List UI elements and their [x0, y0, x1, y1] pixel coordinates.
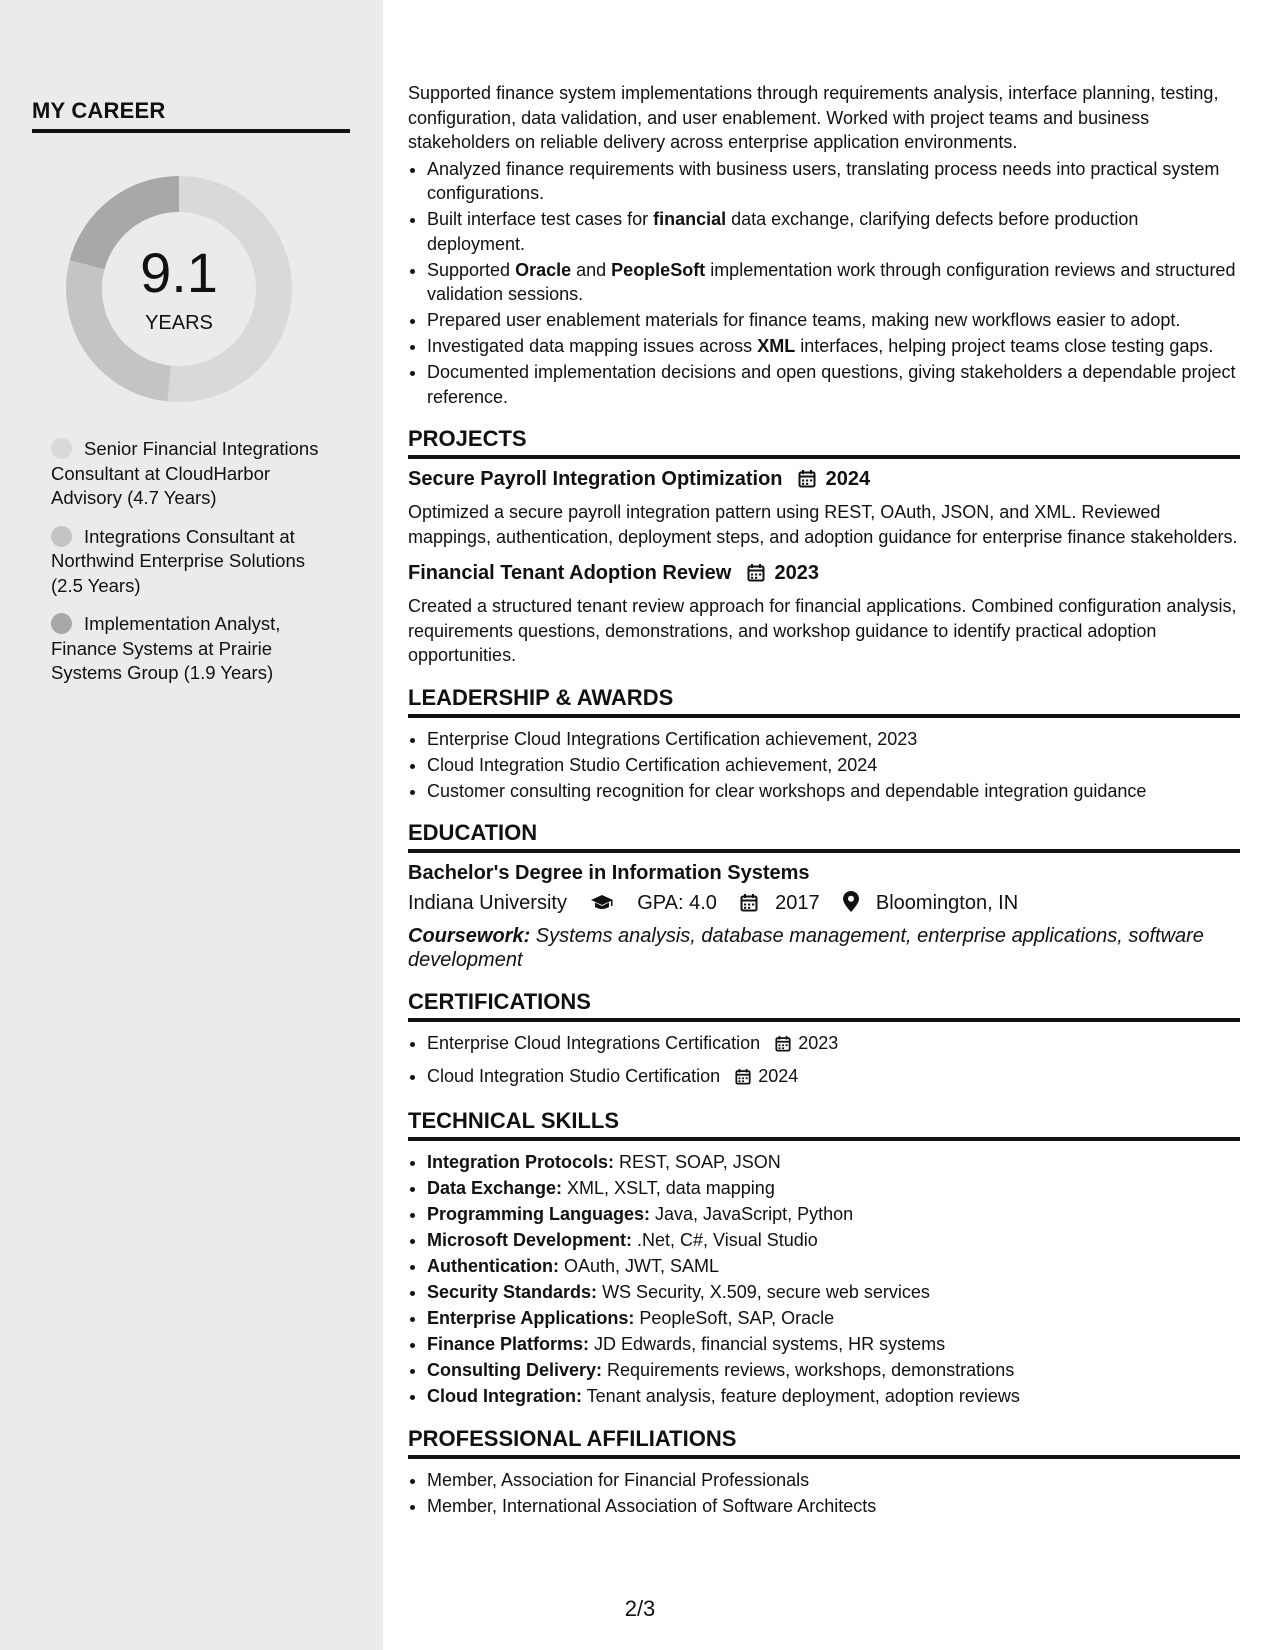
- skill-item: • Enterprise Applications: PeopleSoft, SAP, Oracle: [427, 1306, 1240, 1331]
- calendar-icon: [747, 563, 765, 588]
- calendar-icon: [740, 893, 758, 918]
- skill-item: • Microsoft Development: .Net, C#, Visual Studio: [427, 1228, 1240, 1253]
- leadership-item: • Customer consulting recognition for clear workshops and dependable integration guidance: [427, 779, 1240, 804]
- page-number: 2/3: [624, 1596, 656, 1621]
- affiliations-heading: PROFESSIONAL AFFILIATIONS: [408, 1426, 1240, 1459]
- legend-item: [51, 525, 341, 599]
- certification-name: Enterprise Cloud Integrations Certification: [427, 1033, 761, 1053]
- affiliation-item: • Member, International Association of Software Architects: [427, 1494, 1240, 1519]
- experience-bullet: • Analyzed finance requirements with business users, translating process needs into practical system configurations.: [427, 157, 1240, 206]
- career-sidebar: [0, 0, 383, 1650]
- leadership-item: • Cloud Integration Studio Certification achievement, 2024: [427, 753, 1240, 778]
- certification-item: [427, 1064, 1240, 1092]
- legend-label: Senior Financial Integrations Consultant at CloudHarbor Advisory (4.7 Years): [51, 438, 319, 508]
- skill-item: • Authentication: OAuth, JWT, SAML: [427, 1254, 1240, 1279]
- education-details: [408, 891, 1240, 918]
- leadership-list: [408, 727, 1240, 804]
- project-name: Secure Payroll Integration Optimization: [408, 468, 783, 490]
- total-years-value: 9.1: [140, 241, 218, 304]
- skill-item: • Consulting Delivery: Requirements reviews, workshops, demonstrations: [427, 1358, 1240, 1383]
- skill-item: • Data Exchange: XML, XSLT, data mapping: [427, 1176, 1240, 1201]
- career-title: MY CAREER: [32, 98, 350, 133]
- project-name: Financial Tenant Adoption Review: [408, 562, 732, 584]
- gpa: GPA: 4.0: [637, 892, 717, 914]
- school-name: Indiana University: [408, 892, 567, 914]
- map-pin-icon: [843, 891, 859, 918]
- skill-item: • Programming Languages: Java, JavaScript, Python: [427, 1202, 1240, 1227]
- experience-bullet: • Prepared user enablement materials for finance teams, making new workflows easier to adopt.: [427, 308, 1240, 333]
- coursework-text: Systems analysis, database management, enterprise applications, software development: [408, 925, 1204, 971]
- skill-item: • Integration Protocols: REST, SOAP, JSON: [427, 1150, 1240, 1175]
- experience-summary: Supported finance system implementations through requirements analysis, interface planning, testing, configuration, data validation, and user enablement. Worked with project teams and business stakeholders on reliable delivery across enterprise application environments.: [408, 83, 1219, 152]
- coursework: [408, 924, 1240, 972]
- certification-year: 2024: [758, 1065, 799, 1086]
- location: Bloomington, IN: [875, 892, 1019, 914]
- project-heading: [408, 468, 1240, 494]
- calendar-icon: [775, 1034, 791, 1059]
- career-legend: [51, 437, 341, 700]
- leadership-item: • Enterprise Cloud Integrations Certification achievement, 2023: [427, 727, 1240, 752]
- degree-name: Bachelor's Degree in Information Systems: [408, 862, 810, 884]
- total-years-unit: YEARS: [145, 312, 213, 334]
- skills-heading: TECHNICAL SKILLS: [408, 1108, 1240, 1141]
- legend-dot: [51, 613, 72, 634]
- calendar-icon: [735, 1067, 751, 1092]
- education-heading: EDUCATION: [408, 820, 1240, 853]
- project-description: Optimized a secure payroll integration pattern using REST, OAuth, JSON, and XML. Reviewed mappings, authentication, deployment steps, and adoption guidance for enterprise finance stakeholders.: [408, 502, 1238, 547]
- legend-label: Implementation Analyst, Finance Systems at Prairie Systems Group (1.9 Years): [51, 613, 281, 683]
- experience-bullet: • Supported Oracle and PeopleSoft implementation work through configuration reviews and structured validation sessions.: [427, 258, 1240, 307]
- certification-name: Cloud Integration Studio Certification: [427, 1065, 721, 1086]
- calendar-icon: [798, 469, 816, 494]
- skill-item: • Cloud Integration: Tenant analysis, feature deployment, adoption reviews: [427, 1384, 1240, 1409]
- skill-item: • Finance Platforms: JD Edwards, financial systems, HR systems: [427, 1332, 1240, 1357]
- experience-bullets: [408, 157, 1240, 410]
- legend-dot: [51, 526, 72, 547]
- certifications-list: [408, 1031, 1240, 1091]
- project-year: 2024: [825, 468, 871, 490]
- skills-list: [408, 1150, 1240, 1409]
- experience-bullet: • Investigated data mapping issues across XML interfaces, helping project teams close testing gaps.: [427, 334, 1240, 359]
- affiliation-item: • Member, Association for Financial Professionals: [427, 1468, 1240, 1493]
- certification-item: [427, 1031, 1240, 1059]
- projects-heading: PROJECTS: [408, 426, 1240, 459]
- legend-item: [51, 612, 341, 686]
- certifications-heading: CERTIFICATIONS: [408, 989, 1240, 1022]
- certification-year: 2023: [798, 1033, 839, 1053]
- coursework-label: Coursework:: [408, 925, 531, 947]
- legend-dot: [51, 438, 72, 459]
- skill-item: • Security Standards: WS Security, X.509, secure web services: [427, 1280, 1240, 1305]
- graduation-year: 2017: [775, 892, 820, 914]
- experience-bullet: • Documented implementation decisions and open questions, giving stakeholders a dependable project reference.: [427, 360, 1240, 409]
- project-year: 2023: [774, 562, 819, 584]
- legend-label: Integrations Consultant at Northwind Enterprise Solutions (2.5 Years): [51, 525, 305, 596]
- leadership-heading: LEADERSHIP & AWARDS: [408, 685, 1240, 718]
- legend-item: [51, 437, 341, 511]
- affiliations-list: [408, 1468, 1240, 1519]
- project-description: Created a structured tenant review approach for financial applications. Combined configuration analysis, requirements questions, demonstrations, and workshop guidance to identify practical adoption opportunities.: [408, 596, 1237, 665]
- graduation-cap-icon: [590, 894, 614, 918]
- project-heading: [408, 562, 1240, 588]
- experience-bullet: • Built interface test cases for financial data exchange, clarifying defects before production deployment.: [427, 207, 1240, 256]
- main-content: [408, 81, 1240, 1520]
